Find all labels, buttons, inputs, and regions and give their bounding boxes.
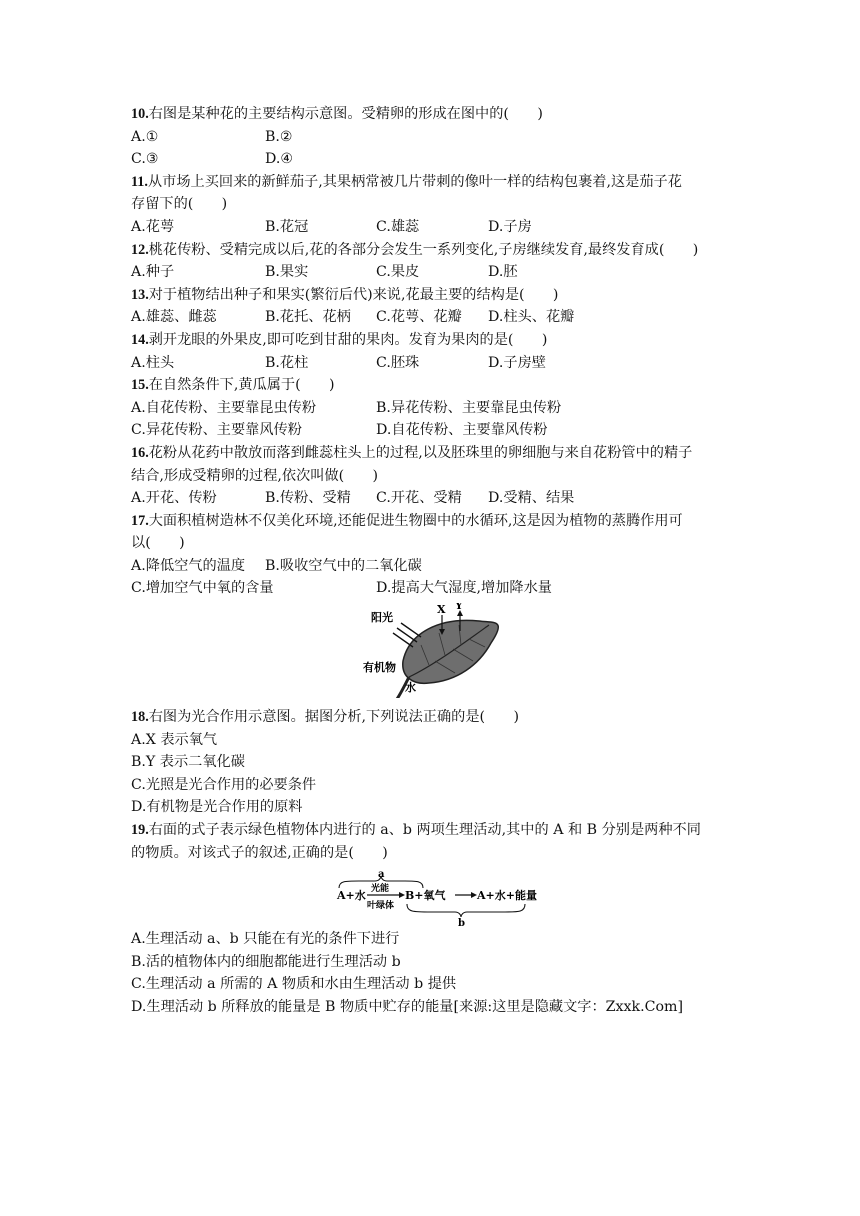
question-17-options-row1 <box>131 555 737 578</box>
option-d: D.子房壁 <box>488 354 546 371</box>
option-d: D.生理活动 b 所释放的能量是 B 物质中贮存的能量[来源:这里是隐藏文字：Zxxk.Com] <box>131 999 684 1015</box>
option-a: A.生理活动 a、b 只能在有光的条件下进行 <box>131 931 400 948</box>
question-15-options-row1 <box>131 397 737 420</box>
option-b: B.果实 <box>265 264 309 281</box>
question-18-stem: 18.右图为光合作用示意图。据图分析,下列说法正确的是( ) <box>131 709 520 726</box>
water-label: 水 <box>405 681 416 695</box>
option-a: A.柱头 <box>131 354 175 371</box>
option-c: C.开花、受精 <box>376 490 462 507</box>
option-a: A.开花、传粉 <box>131 490 217 507</box>
question-12-options <box>131 261 737 284</box>
question-14-options <box>131 352 737 375</box>
leaf-diagram <box>131 603 737 698</box>
question-17-stem-cont: 以( ) <box>131 535 185 552</box>
option-d: D.自花传粉、主要靠风传粉 <box>376 422 548 439</box>
option-c: C.生理活动 a 所需的 A 物质和水由生理活动 b 提供 <box>131 976 457 993</box>
organic-label: 有机物 <box>363 661 396 675</box>
question-list <box>131 103 737 1019</box>
question-10-options-row1 <box>131 126 737 149</box>
question-14-stem: 14.剥开龙眼的外果皮,即可吃到甘甜的果肉。发育为果肉的是( ) <box>131 331 548 348</box>
option-c: C.增加空气中氧的含量 <box>131 580 274 597</box>
question-15-stem: 15.在自然条件下,黄瓜属于( ) <box>131 377 335 394</box>
option-a: A.雄蕊、雌蕊 <box>131 309 217 326</box>
option-b: B.传粉、受精 <box>265 490 351 507</box>
question-11-stem: 11.从市场上买回来的新鲜茄子,其果柄常被几片带刺的像叶一样的结构包裹着,这是茄子花 <box>131 173 682 190</box>
option-c: C.光照是光合作用的必要条件 <box>131 776 317 793</box>
option-d: D.柱头、花瓣 <box>488 309 575 326</box>
question-10-options-row2 <box>131 148 737 171</box>
option-a: A.花萼 <box>131 218 175 235</box>
option-c: C.胚珠 <box>376 354 420 371</box>
equation-diagram <box>131 868 737 926</box>
option-a: A.自花传粉、主要靠昆虫传粉 <box>131 399 317 416</box>
question-16-stem: 16.花粉从花药中散放而落到雌蕊柱头上的过程,以及胚珠里的卵细胞与来自花粉管中的精子 <box>131 444 693 461</box>
option-b: B.花柱 <box>265 354 309 371</box>
reactants-left: A+水 <box>337 889 366 903</box>
question-11-options <box>131 216 737 239</box>
option-b: B.花托、花柄 <box>265 309 351 326</box>
option-c: C.异花传粉、主要靠风传粉 <box>131 422 302 439</box>
question-13-options <box>131 306 737 329</box>
option-a: A.X 表示氧气 <box>131 731 218 748</box>
question-19-stem: 19.右面的式子表示绿色植物体内进行的 a、b 两项生理活动,其中的 A 和 B 分别是两种不同 <box>131 822 701 839</box>
option-a: A.降低空气的温度 <box>131 557 246 574</box>
option-c: C.③ <box>131 151 159 168</box>
option-b: B.Y 表示二氧化碳 <box>131 754 245 771</box>
option-d: D.受精、结果 <box>488 490 575 507</box>
option-b: B.异花传粉、主要靠昆虫传粉 <box>376 399 562 416</box>
option-d: D.④ <box>265 151 294 168</box>
option-d: D.胚 <box>488 264 518 281</box>
question-11-stem-cont: 存留下的( ) <box>131 196 228 213</box>
question-19-stem-cont: 的物质。对该式子的叙述,正确的是( ) <box>131 844 388 861</box>
question-10-stem: 10.右图是某种花的主要结构示意图。受精卵的形成在图中的( ) <box>131 106 543 122</box>
sunlight-label: 阳光 <box>371 611 393 625</box>
option-b: B.花冠 <box>265 218 309 235</box>
question-17-stem: 17.大面积植树造林不仅美化环境,还能促进生物圈中的水循环,这是因为植物的蒸腾作用可 <box>131 512 683 529</box>
question-15-options-row2 <box>131 419 737 442</box>
products-middle: B+氧气 <box>405 889 446 903</box>
chloroplast-condition: 叶绿体 <box>367 901 395 912</box>
option-a: A.种子 <box>131 264 175 281</box>
question-16-stem-cont: 结合,形成受精卵的过程,依次叫做( ) <box>131 467 379 484</box>
light-condition: 光能 <box>371 884 390 895</box>
option-d: D.子房 <box>488 218 532 235</box>
products-right: A+水+能量 <box>477 889 537 903</box>
option-d: D.提高大气湿度,增加降水量 <box>376 580 552 597</box>
option-c: C.花萼、花瓣 <box>376 309 462 326</box>
x-label: X <box>437 603 446 617</box>
option-a: A.① <box>131 128 159 145</box>
option-d: D.有机物是光合作用的原料 <box>131 799 303 816</box>
option-c: C.果皮 <box>376 264 420 281</box>
option-c: C.雄蕊 <box>376 218 420 235</box>
question-16-options <box>131 487 737 510</box>
option-b: B.活的植物体内的细胞都能进行生理活动 b <box>131 953 401 970</box>
question-12-stem: 12.桃花传粉、受精完成以后,花的各部分会发生一系列变化,子房继续发育,最终发育成( ) <box>131 241 699 258</box>
label-b: b <box>458 918 465 927</box>
y-label: Y <box>455 603 463 613</box>
label-a: a <box>378 869 385 881</box>
question-17-options-row2 <box>131 577 737 600</box>
option-b: B.② <box>265 128 293 145</box>
reaction-equation-figure <box>131 868 737 926</box>
option-b: B.吸收空气中的二氧化碳 <box>265 557 422 574</box>
photosynthesis-leaf-figure <box>131 603 737 698</box>
question-13-stem: 13.对于植物结出种子和果实(繁衍后代)来说,花最主要的结构是( ) <box>131 286 559 303</box>
brace-b <box>407 904 525 917</box>
